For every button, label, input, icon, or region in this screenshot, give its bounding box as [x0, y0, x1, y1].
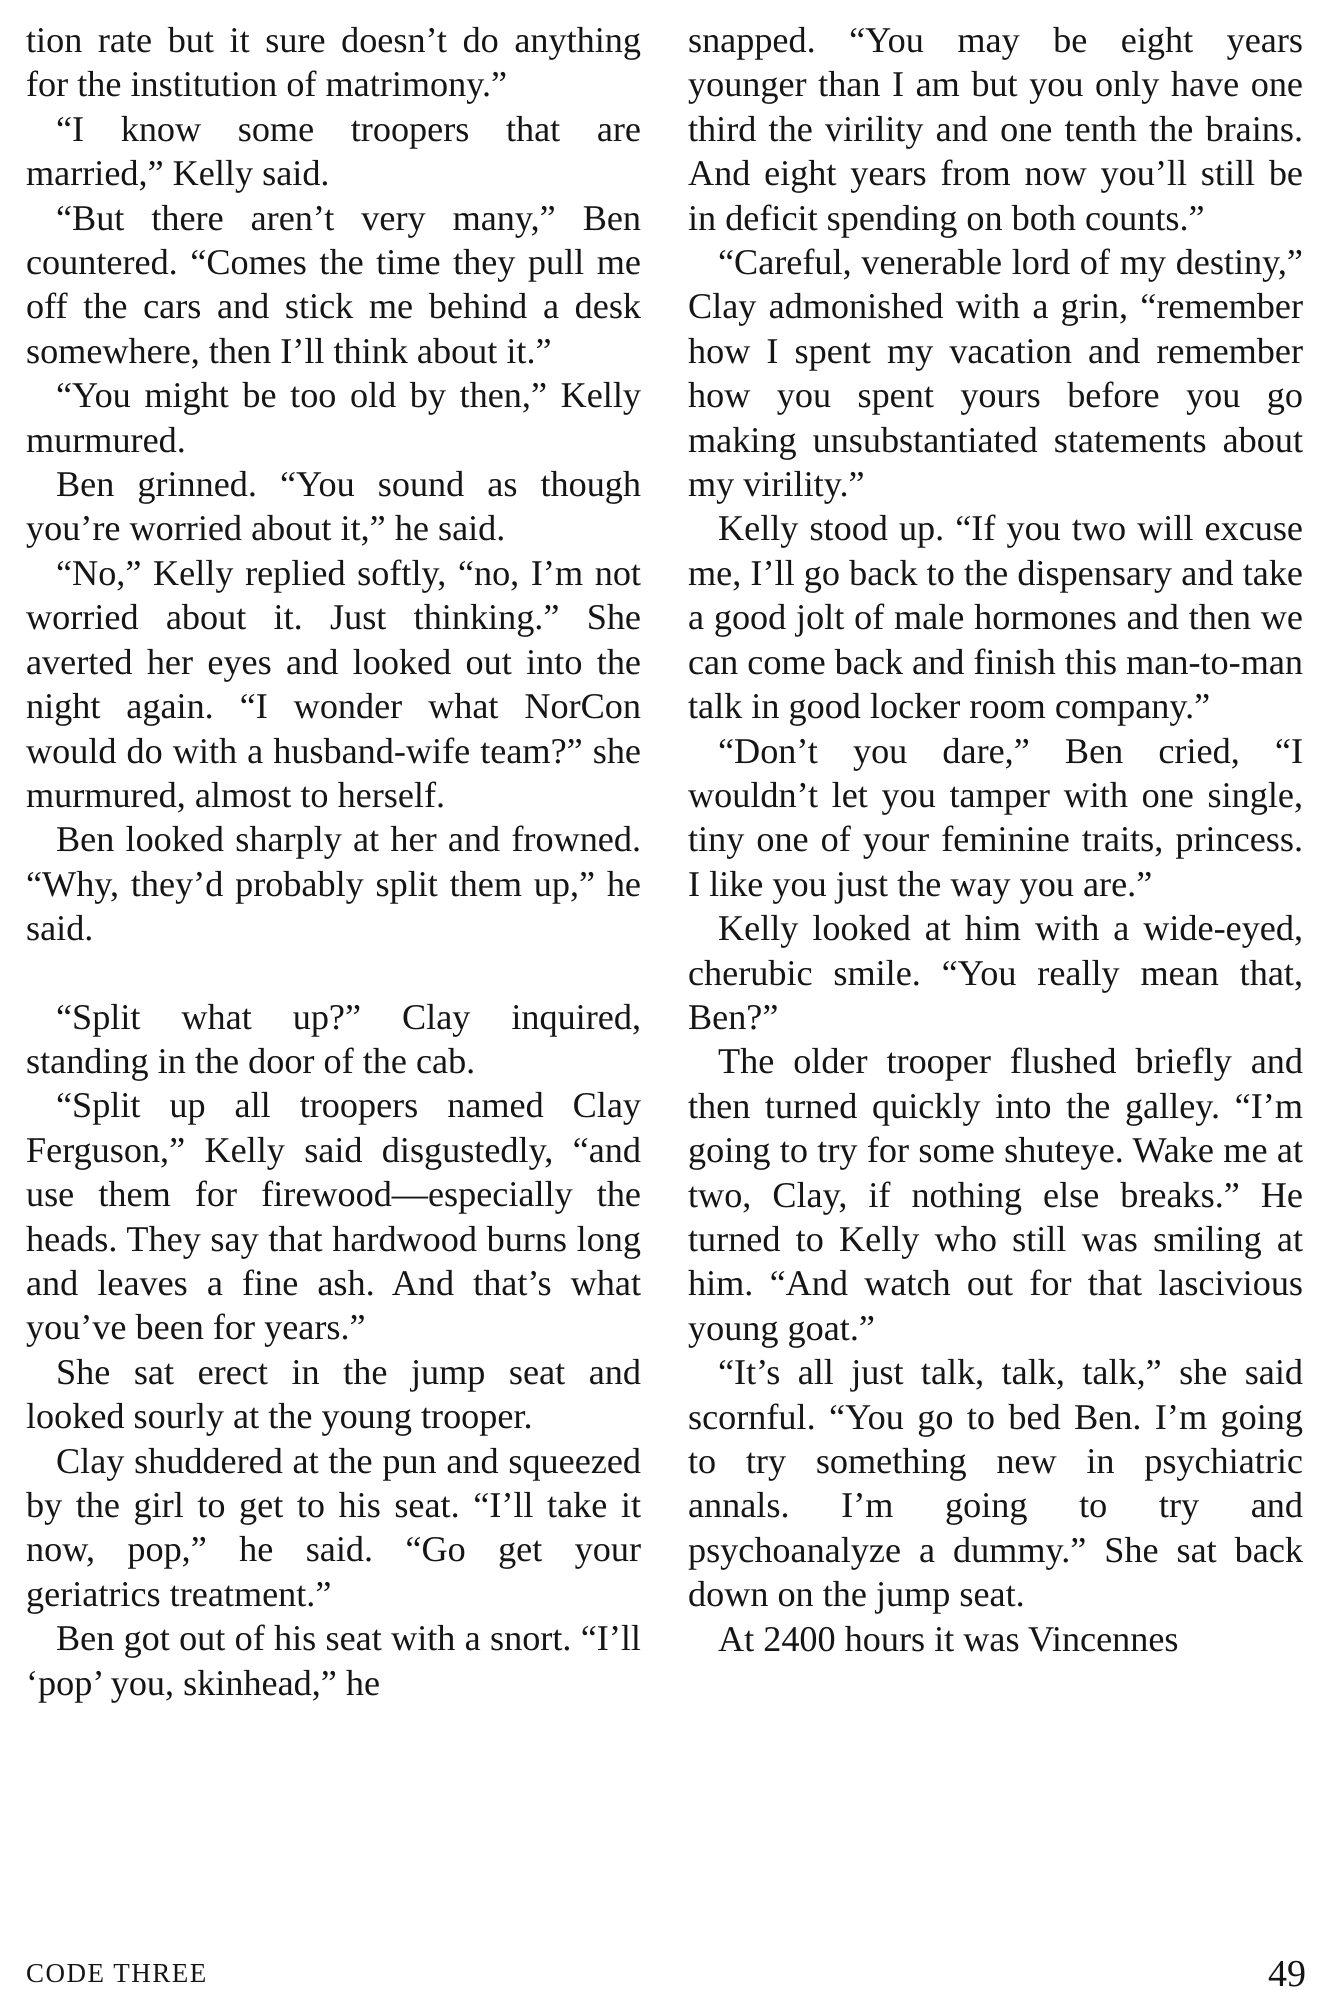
paragraph: “Split up all troopers named Clay Ferguson,” Kelly said disgustedly, “and use them for firewood—especially the heads. They say that hardwood burns long and leaves a fine ash. And that’s what you’ve been for years.” [26, 1085, 641, 1348]
left-text-column [26, 18, 641, 1705]
paragraph: “Don’t you dare,” Ben cried, “I wouldn’t let you tamper with one single, tiny one of your feminine traits, princess. I like you just the way you are.” [688, 730, 1303, 904]
paragraph: “It’s all just talk, talk, talk,” she said scornful. “You go to bed Ben. I’m going to try something new in psychiatric annals. I’m going to try and psychoanalyze a dummy.” She sat back down on the jump seat. [688, 1352, 1303, 1615]
running-title: CODE THREE [26, 1958, 208, 1988]
paragraph: tion rate but it sure doesn’t do anything for the institution of matrimony.” [26, 20, 641, 105]
paragraph: At 2400 hours it was Vincennes [718, 1618, 1179, 1659]
paragraph: Clay shuddered at the pun and squeezed by the girl to get to his seat. “I’ll take it now, pop,” he said. “Go get your geriatrics treatment.” [26, 1440, 641, 1614]
right-text-column [688, 18, 1303, 1661]
paragraph: “But there aren’t very many,” Ben countered. “Comes the time they pull me off the cars and stick me behind a desk somewhere, then I’ll think about it.” [26, 197, 641, 371]
paragraph: Ben grinned. “You sound as though you’re worried about it,” he said. [26, 464, 641, 549]
paragraph: “You might be too old by then,” Kelly murmured. [26, 375, 641, 460]
paragraph: Ben got out of his seat with a snort. “I’ll ‘pop’ you, skinhead,” he [26, 1618, 641, 1703]
paragraph: “I know some troopers that are married,” Kelly said. [26, 108, 641, 194]
paragraph: Kelly stood up. “If you two will excuse me, I’ll go back to the dispensary and take a good jolt of male hormones and then we can come back and finish this man-to-man talk in good locker room company.” [688, 508, 1303, 727]
paragraph: She sat erect in the jump seat and looked sourly at the young trooper. [26, 1351, 641, 1437]
paragraph: “Careful, venerable lord of my destiny,” Clay admonished with a grin, “remember how I spent my vacation and remember how you spent yours before you go making unsubstantiated statements about my virility.” [688, 242, 1303, 505]
paragraph: The older trooper flushed briefly and then turned quickly into the galley. “I’m going to try for some shuteye. Wake me at two, Clay, if nothing else breaks.” He turned to Kelly who still was smiling at him. “And watch out for that lascivious young goat.” [688, 1041, 1303, 1348]
paragraph: Kelly looked at him with a wide-eyed, cherubic smile. “You really mean that, Ben?” [688, 908, 1303, 1037]
page-number: 49 [1268, 1953, 1306, 1995]
paragraph: “Split what up?” Clay inquired, standing in the door of the cab. [26, 996, 641, 1081]
paragraph: Ben looked sharply at her and frowned. “Why, they’d probably split them up,” he said. [26, 819, 641, 949]
page-footer [26, 1952, 1306, 1998]
paragraph: snapped. “You may be eight years younger than I am but you only have one third the virility and one tenth the brains. And eight years from now you’ll still be in deficit spending on both counts.” [688, 20, 1303, 238]
paragraph: “No,” Kelly replied softly, “no, I’m not worried about it. Just thinking.” She averted her eyes and looked out into the night again. “I wonder what NorCon would do with a husband-wife team?” she murmured, almost to herself. [26, 552, 641, 815]
